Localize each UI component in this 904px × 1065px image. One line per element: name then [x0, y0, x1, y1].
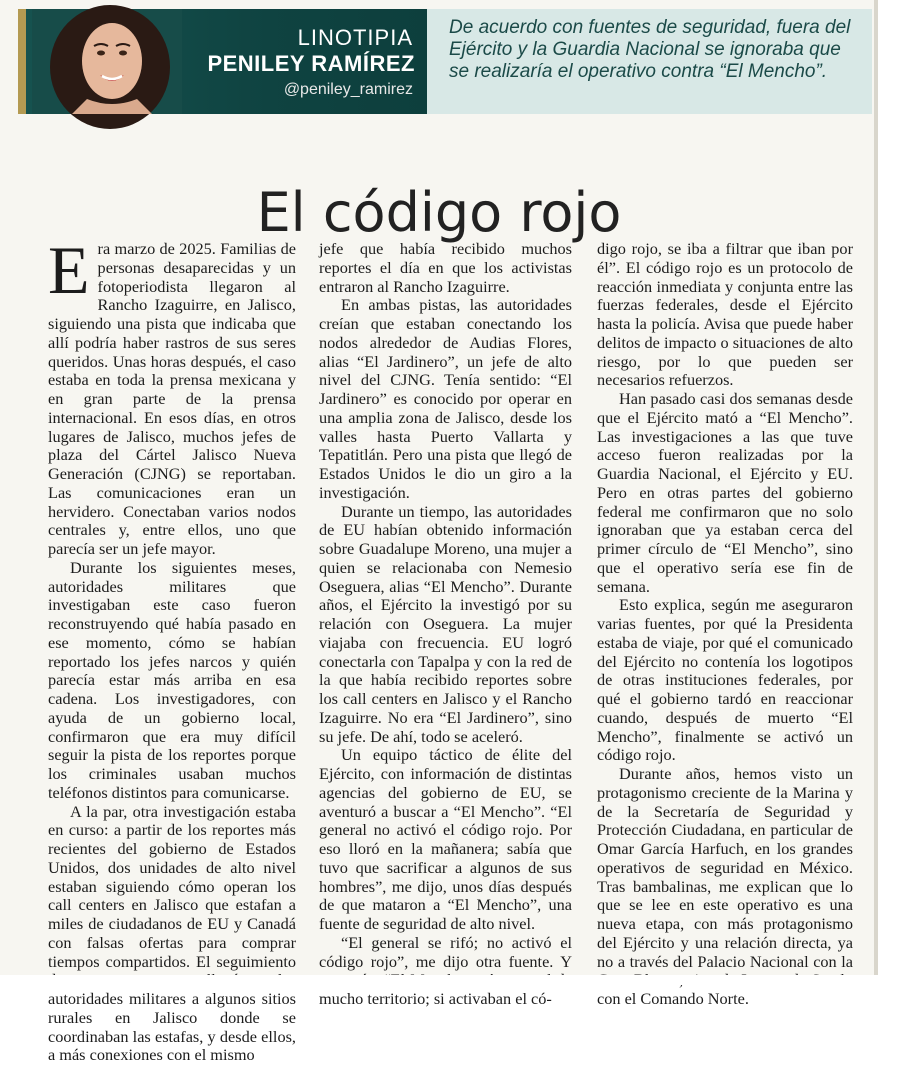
article-title: El código rojo — [0, 181, 878, 244]
author-handle: @peniley_ramirez — [284, 81, 413, 99]
column-header — [18, 9, 872, 114]
paragraph: Esto explica, según me aseguraron varias fuentes, por qué la Presidenta estaba de viaje, por qué el comunicado del Ejército no contenía los logotipos de otras instituciones federales, por qué el gobierno tardó en reaccionar cuando, después de muerto “El Mencho”, finalmente se activó un código rojo. — [597, 596, 853, 765]
paragraph: Han pasado casi dos semanas desde que el Ejército mató a “El Mencho”. Las investigaciones a las que tuve acceso fueron realizadas por la Guardia Nacional, el Ejército y EU. Pero en otras partes del gobierno federal me confirmaron que no solo ignoraban que ya estaban cerca del primer círculo de “El Mencho”, sino que el operativo sería ese fin de semana. — [597, 390, 853, 596]
paragraph: Durante los siguientes meses, autoridades militares que investigaban este caso fueron reconstruyendo qué había pasado en ese momento, cómo se habían reportado los jefes narcos y quién parecía estar más arriba en esa cadena. Los investigadores, con ayuda de un gobierno local, confirmaron que era muy difícil seguir la pista de los reportes porque los criminales usaban muchos teléfonos distintos para comunicarse. — [48, 559, 296, 803]
article-blurb: De acuerdo con fuentes de seguridad, fuera del Ejército y la Guardia Nacional se ignoraba que se realizaría el operativo contra “El Mencho”. — [449, 17, 859, 83]
paragraph: Durante un tiempo, las autoridades de EU habían obtenido información sobre Guadalupe Moreno, una mujer a quien se relacionaba con Nemesio Oseguera, alias “El Mencho”. Durante años, el Ejército la investigó por su relación con Oseguera. La mujer viajaba con frecuencia. EU logró conectarla con Tapalpa y con la red de la que había recibido reportes sobre los call centers en Jalisco y el Rancho Izaguirre. No era “El Jardinero”, sino su jefe. De ahí, todo se aceleró. — [319, 503, 572, 747]
text-column-2 — [319, 240, 572, 1009]
accent-bar — [18, 9, 26, 114]
paragraph: En ambas pistas, las autoridades creían que estaban conectando los nodos alrededor de Audias Flores, alias “El Jardinero”, un jefe de alto nivel del CJNG. Tenía sentido: “El Jardinero” es conocido por operar en una amplia zona de Jalisco, desde los valles hasta Puerto Vallarta y Tepatitlán. Pero una pista que llegó de Estados Unidos le dio un giro a la investigación. — [319, 296, 572, 502]
paragraph: Era marzo de 2025. Familias de personas desaparecidas y un fotoperiodista llegaron al Rancho Izaguirre, en Jalisco, siguiendo una pista que indicaba que allí podría haber rastros de sus seres queridos. Unas horas después, el caso estaba en toda la prensa mexicana y en gran parte de la prensa internacional. En esos días, en otros lugares de Jalisco, muchos jefes de plaza del Cártel Jalisco Nueva Generación (CJNG) se reportaban. Las comunicaciones eran un hervidero. Conectaban varios nodos centrales y, entre ellos, uno que parecía ser un jefe mayor. — [48, 240, 296, 559]
author-name: PENILEY RAMÍREZ — [207, 51, 415, 77]
author-photo — [32, 9, 182, 114]
column-name: LINOTIPIA — [298, 25, 413, 51]
text-column-1 — [48, 240, 296, 1065]
page-bottom-margin — [0, 975, 878, 985]
paragraph: Un equipo táctico de élite del Ejército, con información de distintas agencias del gobierno de EU, se aventuró a buscar a “El Mencho”. “El general no activó el código rojo. Por eso lloró en la mañanera; sabía que tuvo que sacrificar a algunos de sus hombres”, me dijo, unos días después de que mataron a “El Mencho”, una fuente de seguridad de alto nivel. — [319, 746, 572, 934]
blurb-box — [427, 9, 872, 114]
text-column-3 — [597, 240, 853, 1009]
paragraph: A la par, otra investigación estaba en curso: a partir de los reportes más recientes del gobierno de Estados Unidos, dos unidades de alto nivel estaban siguiendo cómo operan los call centers en Jalisco que estafan a miles de ciudadanos de EU y Canadá con falsas ofertas para comprar tiempos compartidos. El seguimiento autoridades militares a algunos sitios rurales en Jalisco donde se coordinaban las estafas, y desde ellos, a más conexiones con el mismo — [48, 803, 296, 1065]
paragraph: jefe que había recibido muchos reportes el día en que los activistas entraron al Rancho Izaguirre. — [319, 240, 572, 296]
page-edge — [874, 0, 878, 985]
paragraph: “El general se rifó; no activó el código rojo”, me dijo otra fuente. Y mucho territorio; si activaban el có- — [319, 934, 572, 1009]
drop-cap: E — [48, 242, 90, 298]
author-banner — [26, 9, 427, 114]
paragraph: digo rojo, se iba a filtrar que iban por él”. El código rojo es un protocolo de reacción inmediata y conjunta entre las fuerzas federales, desde el Ejército hasta la policía. Avisa que puede haber delitos de impacto o situaciones de alto riesgo, por lo que pueden ser necesarios refuerzos. — [597, 240, 853, 390]
paragraph: Durante años, hemos visto un protagonismo creciente de la Marina y de la Secretaría de Seguridad y Protección Ciudadana, en particular de Omar García Harfuch, en los grandes operativos de seguridad en México. Tras bambalinas, me explican que lo que se lee en este operativo es una nueva etapa, con más protagonismo del Ejército y una relación directa, ya no a través del Palacio Nacional con la con el Comando Norte. — [597, 765, 853, 1009]
